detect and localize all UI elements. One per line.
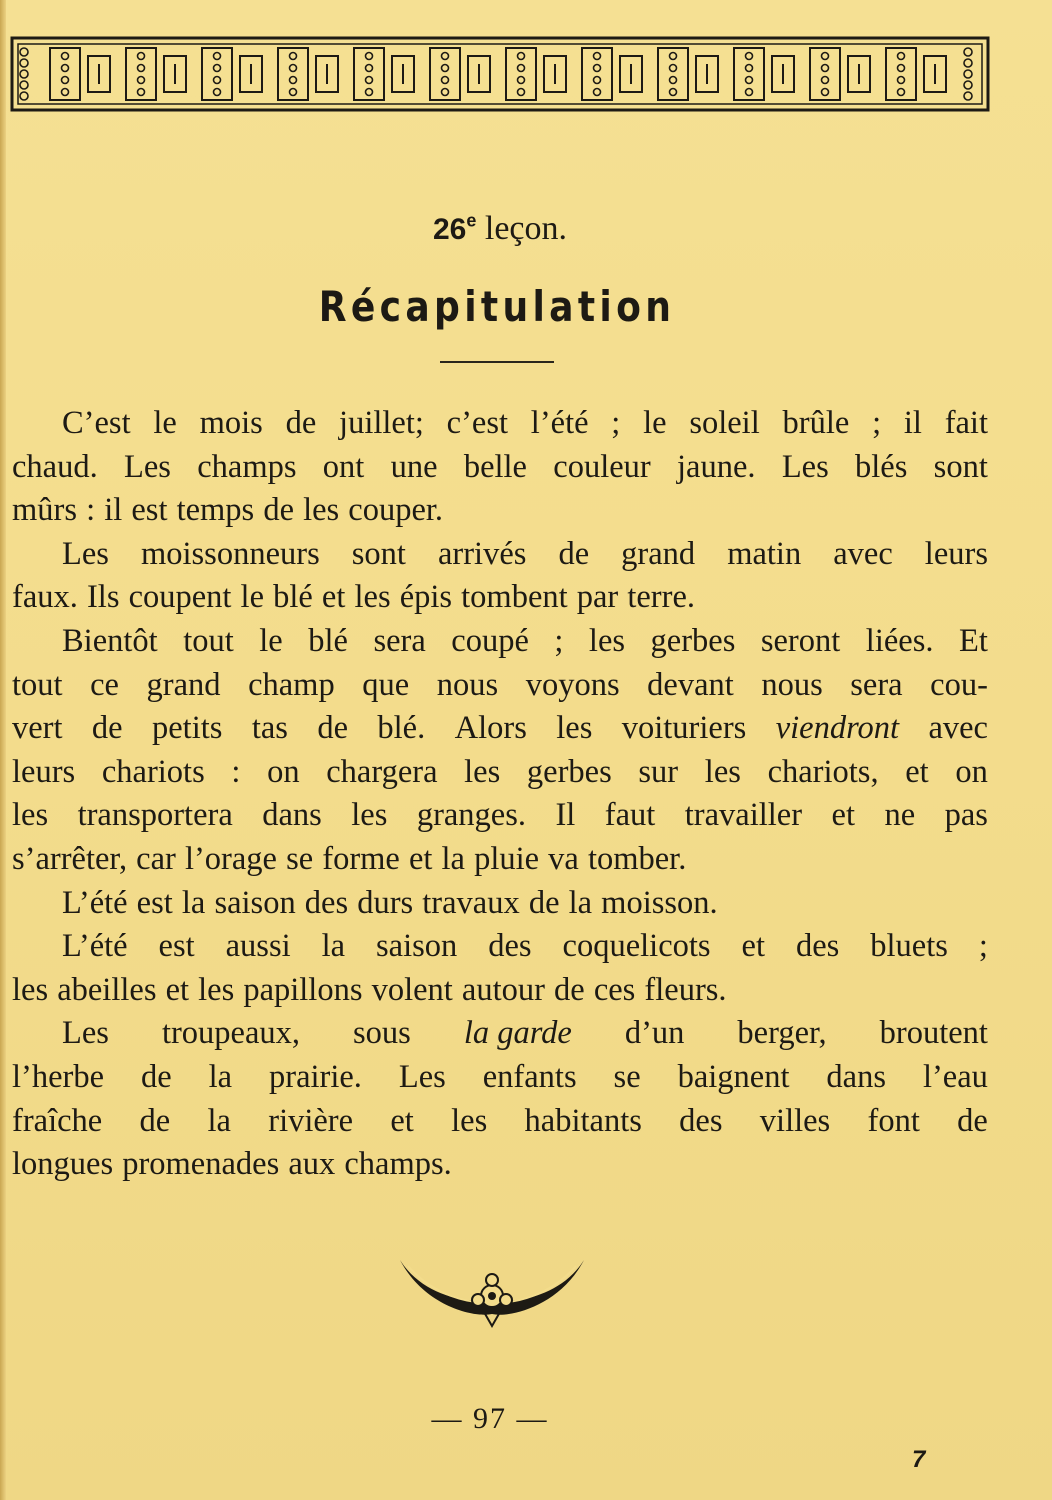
word: la — [181, 884, 206, 921]
frieze-dot — [214, 77, 221, 84]
word: va — [548, 840, 579, 877]
frieze-dot — [290, 89, 297, 96]
word: travailler — [684, 797, 803, 834]
word: le — [643, 405, 667, 441]
word: sur — [638, 753, 679, 790]
word: les — [12, 971, 49, 1008]
frieze-dot — [442, 53, 449, 60]
word: de — [554, 971, 585, 1008]
word: broutent — [879, 1015, 988, 1052]
word: se — [613, 1058, 641, 1095]
lesson-word: leçon. — [484, 210, 568, 247]
word: jaune. — [677, 448, 756, 485]
word: arrivés — [437, 535, 527, 572]
word: de — [263, 492, 294, 529]
word: brûle — [782, 405, 850, 441]
frieze-panel — [506, 48, 536, 100]
page-number: — 97 — — [431, 1402, 549, 1435]
word: ces — [593, 971, 636, 1008]
word: habitants — [524, 1102, 642, 1139]
word: Les — [781, 448, 829, 485]
word: voituriers — [621, 710, 747, 747]
word: blé — [308, 622, 348, 659]
word: champs — [197, 448, 297, 485]
frieze-dot — [746, 53, 753, 60]
word: que — [362, 666, 410, 703]
word: d’un — [624, 1015, 685, 1052]
word: coupent — [128, 579, 232, 616]
word: les — [198, 971, 235, 1008]
word: de — [285, 405, 317, 441]
word: les — [12, 797, 49, 834]
word: coupé — [451, 622, 529, 659]
word: tout — [183, 622, 234, 659]
word: terre. — [627, 579, 695, 616]
frieze-dot — [290, 65, 297, 72]
word: seront — [760, 622, 841, 659]
word: font — [867, 1102, 920, 1139]
text-line — [12, 794, 988, 838]
word: champ — [248, 666, 335, 703]
frieze-end-ring — [20, 48, 28, 56]
word: tomber. — [587, 840, 687, 877]
word: fait — [944, 405, 988, 441]
word: devant — [647, 666, 734, 703]
word: cou- — [930, 666, 988, 703]
frieze-end-ring — [20, 70, 28, 78]
word: la — [568, 884, 593, 921]
word: chariots — [101, 753, 205, 790]
word: chaud. — [12, 448, 98, 485]
frieze-panel — [50, 48, 80, 100]
frieze-dot — [518, 77, 525, 84]
word: longues — [12, 1146, 114, 1183]
frieze-end-ring — [964, 70, 972, 78]
word: L’été — [62, 928, 128, 965]
word: belle — [463, 448, 527, 485]
frieze-panel — [658, 48, 688, 100]
word: de — [558, 535, 590, 572]
word: : — [231, 753, 241, 790]
word: est — [131, 492, 168, 529]
word: enfants — [482, 1058, 577, 1095]
word: on — [267, 753, 300, 790]
word: Et — [958, 622, 988, 659]
word: Les — [398, 1058, 446, 1095]
word: villes — [759, 1102, 831, 1139]
page-title: Récapitulation — [318, 282, 676, 331]
word: autour — [461, 971, 545, 1008]
word: Il — [555, 797, 576, 834]
text-line — [12, 925, 988, 969]
word: gerbes — [650, 622, 736, 659]
frieze-dot — [822, 89, 829, 96]
word: pluie — [474, 840, 540, 877]
word: voyons — [525, 666, 620, 703]
frieze-dot — [290, 77, 297, 84]
word: : — [86, 492, 96, 529]
text-line — [12, 1100, 988, 1144]
word: c’est — [446, 405, 509, 441]
text-line — [12, 533, 988, 577]
word: berger, — [737, 1015, 827, 1052]
word: nous — [761, 666, 823, 703]
word: tombent — [461, 579, 568, 616]
word: couper. — [348, 492, 444, 529]
text-line — [12, 751, 988, 795]
word: moissonneurs — [140, 535, 320, 572]
word: les — [556, 710, 593, 747]
frieze-dot — [822, 53, 829, 60]
word: fraîche — [12, 1102, 103, 1139]
text-line — [12, 1012, 988, 1056]
word: sera — [373, 622, 426, 659]
word: saison — [214, 884, 296, 921]
text-line — [12, 1056, 988, 1100]
word: avec — [833, 535, 893, 572]
frieze-panel — [430, 48, 460, 100]
text-line — [12, 620, 988, 664]
frieze-panel — [886, 48, 916, 100]
frieze-dot — [366, 89, 373, 96]
word: et — [165, 971, 190, 1008]
frieze-panel — [278, 48, 308, 100]
word: et — [741, 928, 765, 965]
frieze-dot — [62, 77, 69, 84]
word: est — [158, 928, 195, 965]
word: de — [957, 1102, 988, 1139]
frieze-dot — [670, 89, 677, 96]
frieze-dot — [822, 65, 829, 72]
word: les — [464, 753, 501, 790]
word: par — [576, 579, 619, 616]
ornamental-frieze — [10, 36, 990, 112]
emphasized-word: viendront — [775, 710, 900, 747]
frieze-dot — [594, 77, 601, 84]
frieze-end-ring — [964, 59, 972, 67]
word: rivière — [268, 1102, 354, 1139]
frieze-dot — [442, 77, 449, 84]
frieze-dot — [290, 53, 297, 60]
word: chariots, — [767, 753, 879, 790]
word: les — [351, 797, 388, 834]
word: ne — [884, 797, 916, 834]
frieze-dot — [670, 65, 677, 72]
frieze-border — [12, 38, 988, 110]
word: le — [240, 579, 265, 616]
frieze-dot — [62, 65, 69, 72]
frieze-dot — [898, 65, 905, 72]
word: saison — [376, 928, 458, 965]
word: sont — [351, 535, 406, 572]
word: car — [136, 840, 176, 877]
word: se — [286, 840, 314, 877]
word: pas — [944, 797, 988, 834]
word: travaux — [422, 884, 520, 921]
word: dans — [262, 797, 322, 834]
word: de — [139, 1102, 171, 1139]
word: prairie. — [269, 1058, 362, 1095]
word: la — [441, 840, 465, 877]
word: gerbes — [526, 753, 612, 790]
frieze-dot — [214, 65, 221, 72]
word: troupeaux, — [161, 1015, 301, 1052]
word: des — [795, 928, 840, 965]
lesson-number — [0, 210, 1000, 248]
word: bluets — [870, 928, 948, 965]
word: chargera — [326, 753, 438, 790]
frieze-dot — [442, 65, 449, 72]
signature-mark: 7 — [912, 1446, 926, 1473]
word: faut — [604, 797, 656, 834]
frieze-dot — [366, 65, 373, 72]
word: ; — [872, 405, 882, 441]
word: on — [955, 753, 988, 790]
frieze-end-ring — [20, 81, 28, 89]
frieze-dot — [746, 65, 753, 72]
word: temps — [176, 492, 255, 529]
frieze-end-ring — [20, 92, 28, 100]
frieze-panel — [202, 48, 232, 100]
word: champs. — [344, 1146, 452, 1183]
word: aux — [288, 1146, 336, 1183]
frieze-dot — [214, 89, 221, 96]
frieze-dot — [898, 89, 905, 96]
word: leurs — [12, 753, 76, 790]
frieze-dot — [670, 53, 677, 60]
word: aussi — [225, 928, 291, 965]
word: épis — [399, 579, 453, 616]
lesson-number-suffix: e — [466, 210, 477, 231]
word: ont — [322, 448, 365, 485]
frieze-dot — [214, 53, 221, 60]
word: l’eau — [922, 1058, 988, 1095]
emphasized-word: la garde — [463, 1015, 572, 1052]
text-line — [12, 446, 988, 490]
frieze-dot — [822, 77, 829, 84]
word: faux. — [12, 579, 78, 616]
word: petits — [152, 710, 223, 747]
word: grand — [621, 535, 696, 572]
frieze-dot — [518, 89, 525, 96]
word: Les — [124, 448, 171, 485]
frieze-dot — [138, 53, 145, 60]
lesson-text — [12, 402, 988, 1187]
word: et — [831, 797, 855, 834]
word: et — [408, 840, 433, 877]
word: fleurs. — [644, 971, 727, 1008]
frieze-dot — [670, 77, 677, 84]
frieze-end-ring — [20, 59, 28, 67]
word: et — [321, 579, 346, 616]
word: les — [354, 579, 391, 616]
word: dans — [826, 1058, 886, 1095]
frieze-end-ring — [964, 48, 972, 56]
word: volent — [371, 971, 453, 1008]
word: abeilles — [57, 971, 157, 1008]
word: de — [528, 884, 560, 921]
frieze-dot — [62, 89, 69, 96]
word: grand — [146, 666, 221, 703]
word: nous — [436, 666, 499, 703]
frieze-panel — [582, 48, 612, 100]
word: les — [588, 622, 626, 659]
word: et — [390, 1102, 414, 1139]
title-divider — [440, 361, 554, 363]
word: sera — [850, 666, 903, 703]
word: de — [140, 1058, 172, 1095]
text-line — [12, 402, 988, 446]
word: l’orage — [184, 840, 277, 877]
word: blé. — [377, 710, 426, 747]
word: ; — [611, 405, 621, 441]
text-line — [12, 838, 988, 882]
frieze-dot — [898, 53, 905, 60]
word: ; — [978, 928, 988, 965]
frieze-panel — [810, 48, 840, 100]
word: Les — [62, 535, 109, 572]
word: et — [905, 753, 929, 790]
word: les — [303, 492, 340, 529]
word: l’herbe — [12, 1058, 105, 1095]
frieze-dot — [138, 89, 145, 96]
word: couleur — [553, 448, 651, 485]
word: leurs — [924, 535, 988, 572]
text-line — [12, 882, 988, 926]
text-line — [12, 664, 988, 708]
word: il — [104, 492, 123, 529]
word: avec — [928, 710, 988, 747]
word: C’est — [62, 405, 131, 441]
frieze-dot — [518, 65, 525, 72]
word: l’été — [530, 405, 589, 441]
frieze-dot — [138, 65, 145, 72]
word: Les — [62, 1015, 109, 1052]
frieze-dot — [518, 53, 525, 60]
frieze-dot — [898, 77, 905, 84]
word: des — [488, 928, 532, 965]
word: ; — [554, 622, 564, 659]
word: blé — [273, 579, 313, 616]
frieze-dot — [594, 89, 601, 96]
word: coquelicots — [562, 928, 711, 965]
word: les — [451, 1102, 488, 1139]
word: de — [91, 710, 123, 747]
frieze-dot — [746, 77, 753, 84]
word: tas — [251, 710, 288, 747]
word: L’été — [62, 884, 128, 921]
word: la — [207, 1102, 231, 1139]
word: soleil — [689, 405, 760, 441]
word: le — [153, 405, 177, 441]
frieze-dot — [594, 65, 601, 72]
word: vert — [12, 710, 63, 747]
word: durs — [357, 884, 414, 921]
word: des — [679, 1102, 723, 1139]
word: moisson. — [601, 884, 718, 921]
word: il — [903, 405, 922, 441]
frieze-inner-border — [18, 44, 982, 104]
word: Ils — [86, 579, 120, 616]
word: mûrs — [12, 492, 77, 529]
frieze-panel — [734, 48, 764, 100]
word: papillons — [243, 971, 363, 1008]
word: granges. — [416, 797, 527, 834]
text-line — [12, 1143, 988, 1187]
word: sous — [353, 1015, 411, 1052]
text-line — [12, 969, 988, 1013]
word: ce — [90, 666, 119, 703]
word: juillet; — [339, 405, 424, 441]
frieze-panel — [126, 48, 156, 100]
word: Bientôt — [62, 622, 158, 659]
word: liées. — [865, 622, 934, 659]
word: une — [390, 448, 438, 485]
frieze-dot — [366, 53, 373, 60]
word: mois — [199, 405, 263, 441]
word: la — [321, 928, 346, 965]
word: les — [704, 753, 741, 790]
frieze-dot — [138, 77, 145, 84]
word: des — [304, 884, 349, 921]
frieze-dot — [62, 53, 69, 60]
word: baignent — [677, 1058, 790, 1095]
word: la — [208, 1058, 233, 1095]
word: s’arrêter, — [12, 840, 128, 877]
frieze-end-ring — [964, 81, 972, 89]
text-line — [12, 707, 988, 751]
frieze-dot — [746, 89, 753, 96]
lesson-number-value: 26 — [432, 213, 467, 246]
frieze-dot — [366, 77, 373, 84]
word: matin — [727, 535, 802, 572]
word: sont — [933, 448, 988, 485]
word: de — [317, 710, 348, 747]
word: blés — [855, 448, 908, 485]
word: transportera — [77, 797, 233, 834]
frieze-dot — [594, 53, 601, 60]
word: tout — [12, 666, 63, 703]
floral-vignette-icon — [394, 1256, 590, 1334]
word: promenades — [122, 1146, 280, 1183]
frieze-end-ring — [964, 92, 972, 100]
word: Alors — [454, 710, 527, 747]
frieze-dot — [442, 89, 449, 96]
word: forme — [322, 840, 400, 877]
text-line — [12, 576, 988, 620]
word: est — [136, 884, 173, 921]
word: le — [259, 622, 283, 659]
frieze-panel — [354, 48, 384, 100]
text-line — [12, 489, 988, 533]
